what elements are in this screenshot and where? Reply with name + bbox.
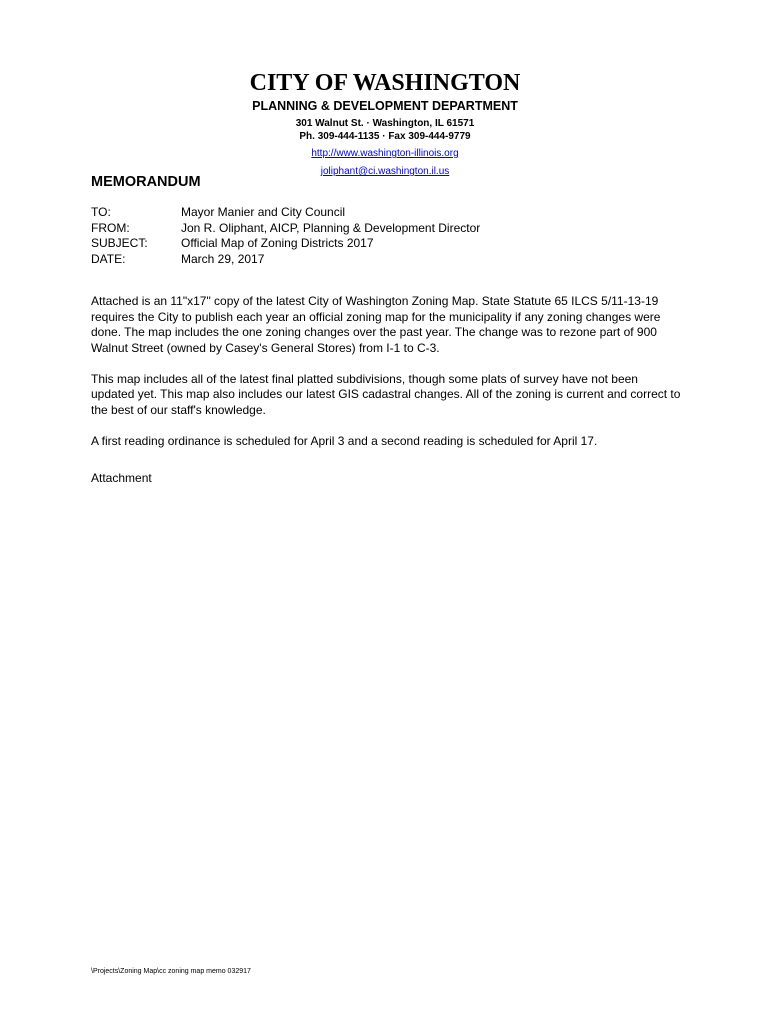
memo-field-from	[91, 221, 480, 237]
attachment-note: Attachment	[91, 471, 152, 485]
city-name: CITY OF WASHINGTON	[249, 70, 521, 96]
footer-file-path: \Projects\Zoning Map\cc zoning map memo 032917	[91, 968, 251, 975]
field-label: DATE:	[91, 251, 126, 266]
body-paragraph: This map includes all of the latest final platted subdivisions, though some plats of survey have not been updated yet. This map also includes our latest GIS cadastral changes. All of the zoning is current and correct to the best of our staff's knowledge.	[91, 371, 681, 417]
field-value: Jon R. Oliphant, AICP, Planning & Development Director	[181, 220, 481, 235]
memo-field-to	[91, 205, 480, 221]
memo-body	[91, 294, 681, 502]
field-value: Official Map of Zoning Districts 2017	[181, 236, 374, 250]
memo-header-fields	[91, 205, 480, 267]
memo-field-subject	[91, 236, 480, 252]
website-link[interactable]: http://www.washington-illinois.org	[311, 148, 459, 159]
letterhead	[0, 68, 770, 179]
field-label: TO:	[91, 205, 111, 219]
body-paragraph: Attached is an 11"x17" copy of the latest City of Washington Zoning Map. State Statute 65 ILCS 5/11-13-19 requires the City to publish each year an official zoning map for the municipality if any zoning changes were done. The map includes the one zoning changes over the past year. The change was to rezone part of 900 Walnut Street (owned by Casey's General Stores) from I-1 to C-3.	[91, 294, 661, 355]
department-name: PLANNING & DEVELOPMENT DEPARTMENT	[252, 99, 518, 113]
field-value: Mayor Manier and City Council	[181, 205, 346, 219]
email-link[interactable]: joliphant@ci.washington.il.us	[320, 166, 450, 177]
memo-heading: MEMORANDUM	[91, 174, 201, 190]
phone-line: Ph. 309-444-1135 · Fax 309-444-9779	[299, 131, 471, 142]
memo-field-date	[91, 252, 480, 268]
field-value: March 29, 2017	[181, 251, 265, 266]
body-paragraph: A first reading ordinance is scheduled for April 3 and a second reading is scheduled for April 17.	[91, 433, 598, 448]
address-line: 301 Walnut St. · Washington, IL 61571	[295, 118, 475, 129]
field-label: SUBJECT:	[91, 236, 148, 250]
field-label: FROM:	[91, 220, 130, 235]
